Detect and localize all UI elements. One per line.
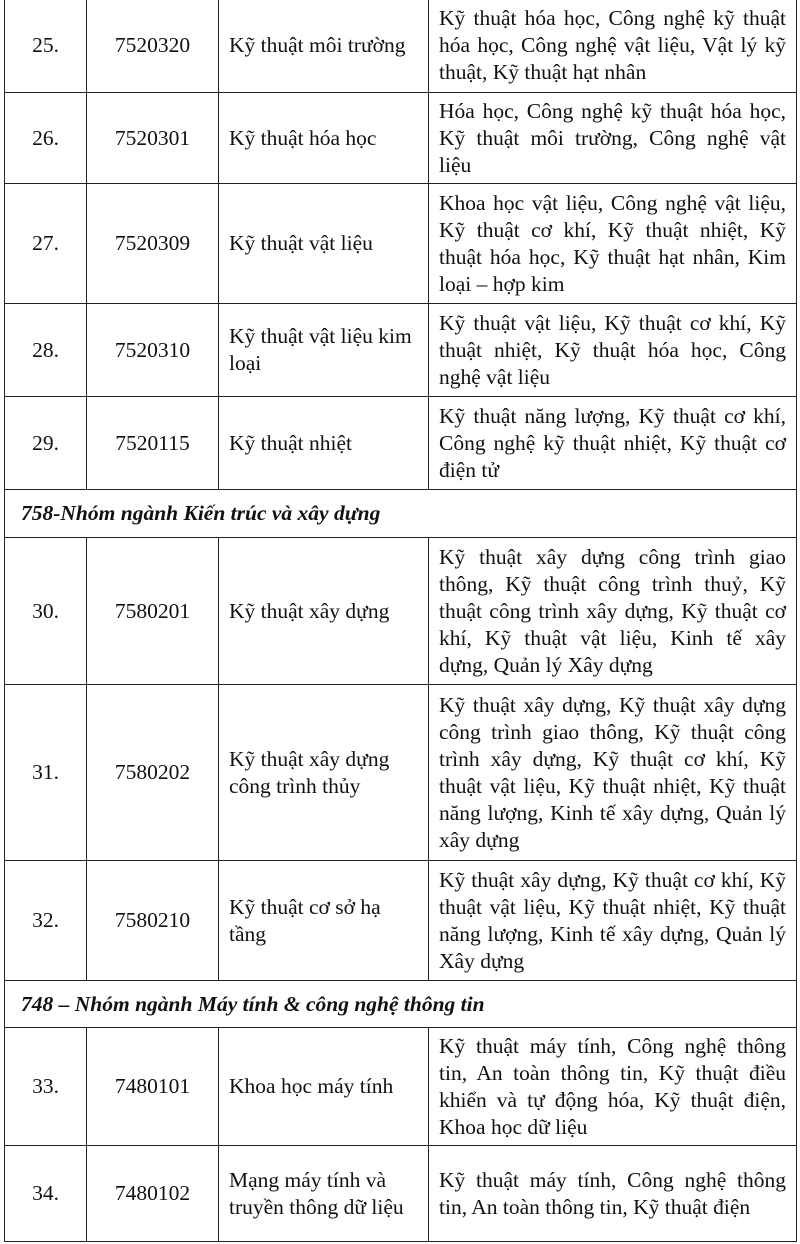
major-code: 7580210 (87, 861, 219, 981)
major-name: Kỹ thuật môi trường (219, 0, 429, 93)
table-row (5, 1028, 797, 1146)
major-name: Kỹ thuật xây dựng công trình thủy (219, 685, 429, 861)
related-majors: Kỹ thuật máy tính, Công nghệ thông tin, An toàn thông tin, Kỹ thuật điều khiển và tự động hóa, Kỹ thuật điện, Khoa học dữ liệu (429, 1028, 797, 1146)
related-majors: Kỹ thuật xây dựng, Kỹ thuật cơ khí, Kỹ thuật vật liệu, Kỹ thuật nhiệt, Kỹ thuật năng lượng, Kinh tế xây dựng, Quản lý Xây dựng (429, 861, 797, 981)
table-row (5, 397, 797, 490)
related-majors: Khoa học vật liệu, Công nghệ vật liệu, Kỹ thuật cơ khí, Kỹ thuật nhiệt, Kỹ thuật hóa học, Kỹ thuật hạt nhân, Kim loại – hợp kim (429, 184, 797, 304)
major-code: 7520320 (87, 0, 219, 93)
major-code: 7520115 (87, 397, 219, 490)
major-code: 7480101 (87, 1028, 219, 1146)
related-majors: Kỹ thuật hóa học, Công nghệ kỹ thuật hóa học, Công nghệ vật liệu, Vật lý kỹ thuật, Kỹ thuật hạt nhân (429, 0, 797, 93)
major-code: 7520310 (87, 304, 219, 397)
related-majors: Kỹ thuật vật liệu, Kỹ thuật cơ khí, Kỹ thuật nhiệt, Kỹ thuật hóa học, Công nghệ vật liệu (429, 304, 797, 397)
row-number: 33. (5, 1028, 87, 1146)
major-name: Mạng máy tính và truyền thông dữ liệu (219, 1146, 429, 1242)
related-majors: Kỹ thuật máy tính, Công nghệ thông tin, An toàn thông tin, Kỹ thuật điện (429, 1146, 797, 1242)
related-majors: Kỹ thuật xây dựng, Kỹ thuật xây dựng công trình giao thông, Kỹ thuật công trình xây dựng, Kỹ thuật cơ khí, Kỹ thuật vật liệu, Kỹ thuật nhiệt, Kỹ thuật năng lượng, Kinh tế xây dựng, Quản lý xây dựng (429, 685, 797, 861)
group-header: 758-Nhóm ngành Kiến trúc và xây dựng (5, 490, 797, 538)
majors-table (4, 0, 797, 1242)
row-number: 26. (5, 93, 87, 184)
major-name: Kỹ thuật nhiệt (219, 397, 429, 490)
major-name: Kỹ thuật vật liệu kim loại (219, 304, 429, 397)
row-number: 30. (5, 538, 87, 685)
major-name: Khoa học máy tính (219, 1028, 429, 1146)
row-number: 31. (5, 685, 87, 861)
row-number: 32. (5, 861, 87, 981)
major-code: 7580202 (87, 685, 219, 861)
major-code: 7520301 (87, 93, 219, 184)
group-header: 748 – Nhóm ngành Máy tính & công nghệ thông tin (5, 981, 797, 1028)
row-number: 27. (5, 184, 87, 304)
row-number: 28. (5, 304, 87, 397)
table-row (5, 304, 797, 397)
table-row (5, 861, 797, 981)
group-header-row (5, 981, 797, 1028)
related-majors: Hóa học, Công nghệ kỹ thuật hóa học, Kỹ thuật môi trường, Công nghệ vật liệu (429, 93, 797, 184)
major-name: Kỹ thuật hóa học (219, 93, 429, 184)
table-row (5, 184, 797, 304)
related-majors: Kỹ thuật năng lượng, Kỹ thuật cơ khí, Công nghệ kỹ thuật nhiệt, Kỹ thuật cơ điện tử (429, 397, 797, 490)
major-code: 7580201 (87, 538, 219, 685)
group-header-row (5, 490, 797, 538)
row-number: 34. (5, 1146, 87, 1242)
major-code: 7480102 (87, 1146, 219, 1242)
major-name: Kỹ thuật cơ sở hạ tầng (219, 861, 429, 981)
major-name: Kỹ thuật xây dựng (219, 538, 429, 685)
related-majors: Kỹ thuật xây dựng công trình giao thông, Kỹ thuật công trình thuỷ, Kỹ thuật công trình xây dựng, Kỹ thuật cơ khí, Kỹ thuật vật liệu, Kinh tế xây dựng, Quản lý Xây dựng (429, 538, 797, 685)
table-row (5, 1146, 797, 1242)
table-row (5, 0, 797, 93)
table-row (5, 538, 797, 685)
row-number: 29. (5, 397, 87, 490)
table-row (5, 93, 797, 184)
table-row (5, 685, 797, 861)
major-name: Kỹ thuật vật liệu (219, 184, 429, 304)
major-code: 7520309 (87, 184, 219, 304)
row-number: 25. (5, 0, 87, 93)
